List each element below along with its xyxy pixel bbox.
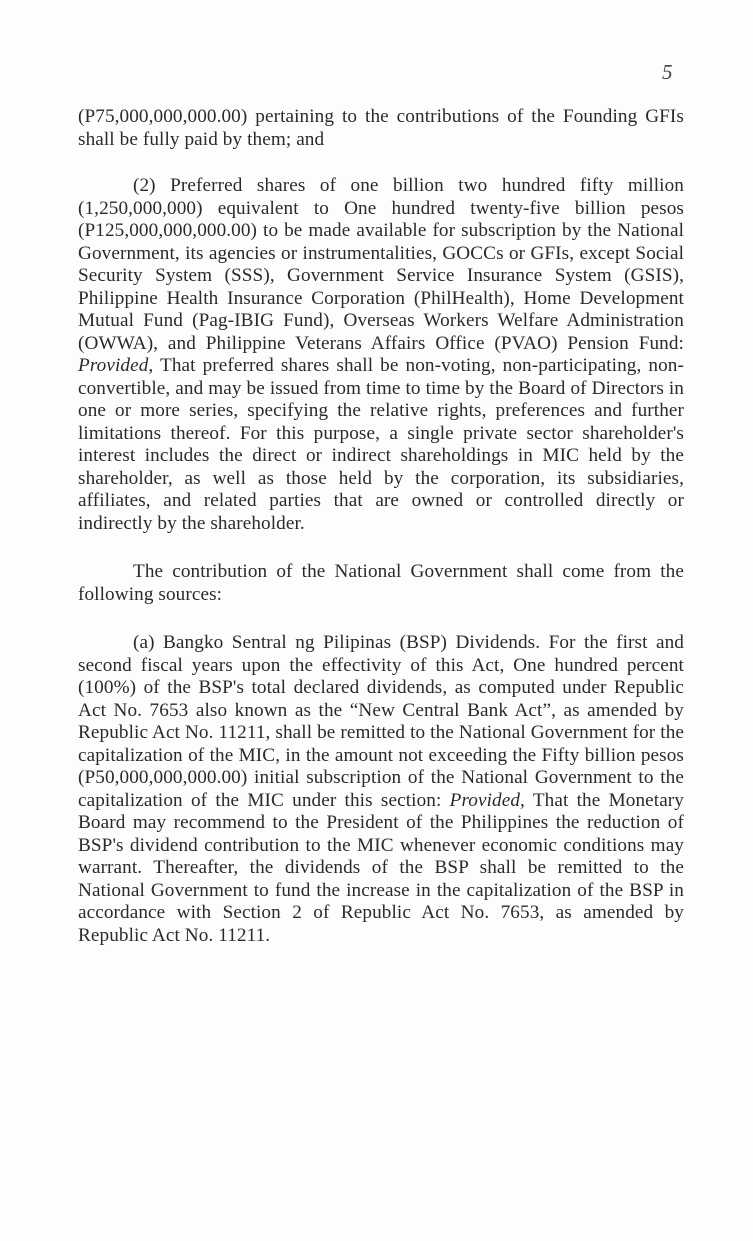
paragraph-bsp-dividends — [78, 632, 684, 947]
provided-clause-label: Provided, — [449, 789, 525, 811]
paragraph-preferred-shares — [78, 175, 684, 535]
paragraph-common-shares-continuation: (P75,000,000,000.00) pertaining to the contributions of the Founding GFIs shall be fully paid by them; and — [78, 106, 684, 150]
paragraph-contribution-sources: The contribution of the National Government shall come from the following sources: — [78, 561, 684, 605]
paragraph-preferred-shares-text-a: (2) Preferred shares of one billion two hundred fifty million (1,250,000,000) equivalent to One hundred twenty-five billion pesos (P125,000,000,000.00) to be made available for subscription by the National Government, its agencies or instrumentalities, GOCCs or GFIs, except Social Security System (SSS), Government Service Insurance System (GSIS), Philippine Health Insurance Corporation (PhilHealth), Home Development Mutual Fund (Pag-IBIG Fund), Overseas Workers Welfare Administration (OWWA), and Philippine Veterans Affairs Office (PVAO) Pension Fund: — [78, 175, 684, 354]
paragraph-bsp-dividends-text-a: (a) Bangko Sentral ng Pilipinas (BSP) Dividends. For the first and second fiscal years upon the effectivity of this Act, One hundred percent (100%) of the BSP's total declared dividends, as computed under Republic Act No. 7653 also known as the “New Central Bank Act”, as amended by Republic Act No. 11211, shall be remitted to the National Government for the capitalization of the MIC, in the amount not exceeding the Fifty billion pesos (P50,000,000,000.00) initial subscription of the National Government to the capitalization of the MIC under this section: — [78, 632, 684, 811]
page-number: 5 — [662, 60, 673, 84]
paragraph-preferred-shares-text-b: That preferred shares shall be non-voting, non-participating, non-convertible, and may be issued from time to time by the Board of Directors in one or more series, specifying the relative rights, preferences and further limitations thereof. For this purpose, a single private sector shareholder's interest includes the direct or indirect shareholdings in MIC held by the shareholder, as well as those held by the corporation, its subsidiaries, affiliates, and related parties that are owned or controlled directly or indirectly by the shareholder. — [78, 355, 684, 534]
provided-clause-label: Provided, — [78, 355, 154, 376]
document-body — [78, 106, 684, 947]
paragraph-bsp-dividends-text-b: That the Monetary Board may recommend to the President of the Philippines the reduction of BSP's dividend contribution to the MIC whenever economic conditions may warrant. Thereafter, the dividends of the BSP shall be remitted to the National Government to fund the increase in the capitalization of the BSP in accordance with Section 2 of Republic Act No. 7653, as amended by Republic Act No. 11211. — [78, 789, 684, 946]
